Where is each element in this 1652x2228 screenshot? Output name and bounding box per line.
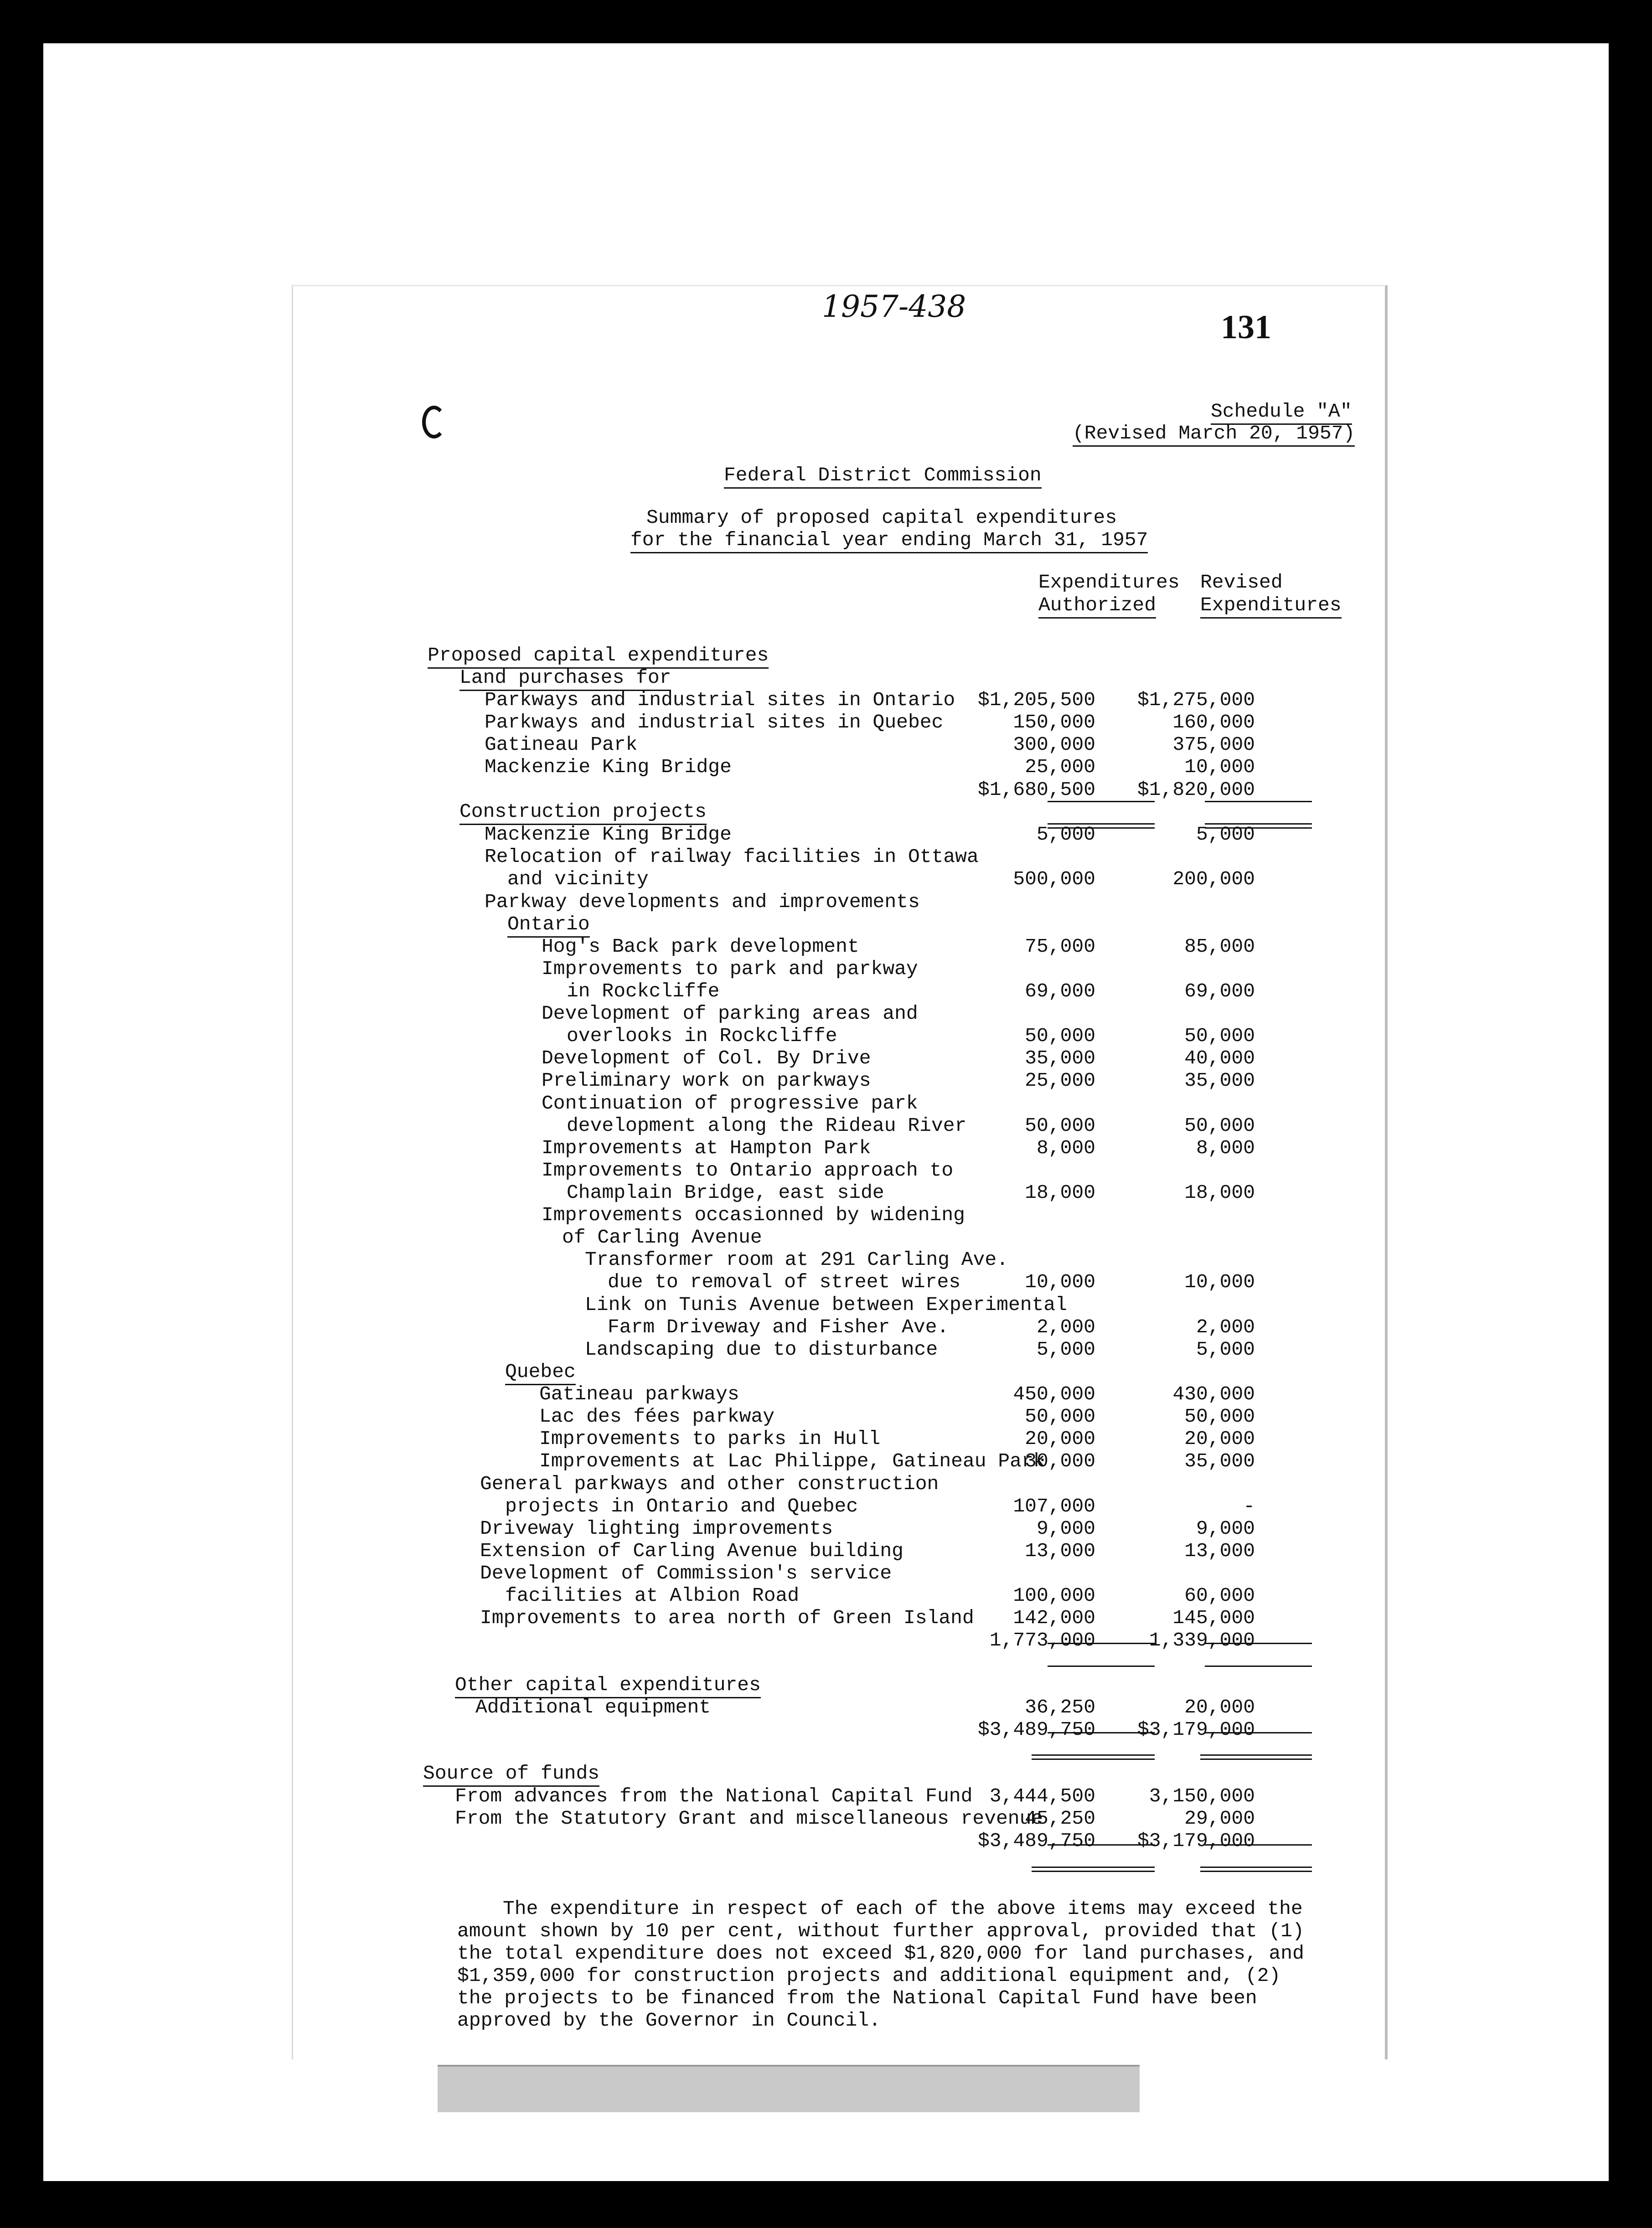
authorized-amount: 300,000: [1013, 733, 1095, 756]
authorized-amount: 5,000: [1036, 1338, 1095, 1361]
revised-amount: 20,000: [1184, 1428, 1255, 1450]
authorized-amount: 50,000: [1025, 1114, 1095, 1137]
authorized-amount: 107,000: [1013, 1495, 1095, 1517]
row-label: Additional equipment: [475, 1696, 711, 1718]
revised-amount: 40,000: [1184, 1047, 1255, 1069]
authorized-amount: 25,000: [1025, 756, 1095, 778]
authorized-amount: 9,000: [1036, 1517, 1095, 1540]
revised-amount: 430,000: [1172, 1383, 1255, 1405]
row-label: Improvements to park and parkway: [542, 958, 918, 980]
authorized-amount: 1,773,000: [989, 1629, 1095, 1651]
total-rule-land-b: [1205, 823, 1312, 829]
row-label: Mackenzie King Bridge: [485, 756, 732, 778]
row-label: Quebec: [505, 1361, 576, 1385]
column-header-revised-line2: Expenditures: [1200, 594, 1342, 619]
revised-amount: 10,000: [1184, 1271, 1255, 1293]
revised-amount: 9,000: [1196, 1517, 1255, 1540]
footnote-line: amount shown by 10 per cent, without further approval, provided that (1): [457, 1920, 1304, 1942]
row-label: Landscaping due to disturbance: [585, 1338, 938, 1361]
footnote-paragraph: [457, 1898, 1323, 2032]
footnote-line: approved by the Governor in Council.: [457, 2009, 881, 2032]
row-label: Source of funds: [423, 1762, 599, 1787]
subtotal-rule-equipment-a: [1048, 1732, 1155, 1733]
revised-amount: 60,000: [1184, 1584, 1255, 1607]
row-label: Continuation of progressive park: [542, 1092, 918, 1114]
revised-amount: 35,000: [1184, 1069, 1255, 1092]
row-label: Champlain Bridge, east side: [567, 1181, 884, 1204]
organization-name: Federal District Commission: [724, 464, 1042, 489]
row-label: overlooks in Rockcliffe: [567, 1025, 837, 1047]
revised-amount: 50,000: [1184, 1405, 1255, 1428]
revised-amount: 10,000: [1184, 756, 1255, 778]
row-label: From the Statutory Grant and miscellaneous revenue: [455, 1807, 1043, 1830]
total-rule-equipment-a: [1032, 1754, 1155, 1760]
revised-amount: 145,000: [1172, 1607, 1255, 1629]
row-label: in Rockcliffe: [567, 980, 720, 1002]
revised-amount: 200,000: [1172, 868, 1255, 890]
subtotal-rule-construction-b: [1205, 1643, 1312, 1644]
authorized-amount: 20,000: [1025, 1428, 1095, 1450]
row-label: Driveway lighting improvements: [480, 1517, 833, 1540]
authorized-amount: 35,000: [1025, 1047, 1095, 1069]
authorized-amount: 3,444,500: [989, 1785, 1095, 1807]
row-label: Gatineau parkways: [539, 1383, 739, 1405]
revised-amount: 2,000: [1196, 1316, 1255, 1338]
revised-amount: 50,000: [1184, 1025, 1255, 1047]
footnote-line: the projects to be financed from the National Capital Fund have been: [457, 1987, 1257, 2009]
authorized-amount: 142,000: [1013, 1607, 1095, 1629]
total-rule-construction-a: [1048, 1666, 1155, 1667]
row-label: Improvements at Lac Philippe, Gatineau Park: [539, 1450, 1045, 1472]
row-label: Improvements to Ontario approach to: [542, 1159, 954, 1181]
page-number: 131: [1221, 309, 1271, 346]
authorized-amount: $1,205,500: [977, 689, 1095, 711]
row-label: projects in Ontario and Quebec: [505, 1495, 858, 1517]
revised-amount: 85,000: [1184, 935, 1255, 958]
row-label: Relocation of railway facilities in Ottawa: [485, 846, 979, 868]
row-label: Improvements to parks in Hull: [539, 1428, 881, 1450]
revised-amount: $1,275,000: [1137, 689, 1255, 711]
revised-amount: 375,000: [1172, 733, 1255, 756]
row-label: development along the Rideau River: [567, 1114, 967, 1137]
authorized-amount: 2,000: [1036, 1316, 1095, 1338]
document-title-line2: for the financial year ending March 31, 1957: [630, 529, 1148, 553]
revised-amount: 8,000: [1196, 1137, 1255, 1159]
row-label: Extension of Carling Avenue building: [480, 1540, 903, 1562]
row-label: Link on Tunis Avenue between Experimental: [585, 1294, 1067, 1316]
document-page: [292, 285, 1388, 2059]
authorized-amount: 45,250: [1025, 1807, 1095, 1830]
column-header-authorized-line2: Authorized: [1038, 594, 1156, 619]
revised-amount: 50,000: [1184, 1114, 1255, 1137]
authorized-amount: 50,000: [1025, 1025, 1095, 1047]
row-label: Development of Commission's service: [480, 1562, 892, 1584]
row-label: Improvements to area north of Green Island: [480, 1607, 974, 1629]
authorized-amount: 50,000: [1025, 1405, 1095, 1428]
row-label: Ontario: [507, 913, 590, 938]
row-label: Improvements at Hampton Park: [542, 1137, 871, 1159]
authorized-amount: 8,000: [1036, 1137, 1095, 1159]
footnote-line: $1,359,000 for construction projects and additional equipment and, (2): [457, 1965, 1281, 1987]
row-label: Parkway developments and improvements: [485, 891, 920, 913]
revised-amount: 29,000: [1184, 1807, 1255, 1830]
row-label: Transformer room at 291 Carling Ave.: [585, 1248, 1008, 1271]
revised-amount: -: [1243, 1495, 1255, 1517]
subtotal-rule-funds-a: [1048, 1844, 1155, 1846]
row-label: Development of Col. By Drive: [542, 1047, 871, 1069]
authorized-amount: 69,000: [1025, 980, 1095, 1002]
footnote-line: the total expenditure does not exceed $1,820,000 for land purchases, and: [457, 1942, 1304, 1965]
total-rule-equipment-b: [1200, 1754, 1312, 1760]
revised-amount: 5,000: [1196, 1338, 1255, 1361]
row-label: Construction projects: [459, 800, 707, 825]
total-rule-construction-b: [1205, 1666, 1312, 1667]
revised-amount: 69,000: [1184, 980, 1255, 1002]
authorized-amount: 150,000: [1013, 711, 1095, 733]
row-label: Preliminary work on parkways: [542, 1069, 871, 1092]
authorized-amount: 5,000: [1036, 823, 1095, 846]
row-label: due to removal of street wires: [608, 1271, 961, 1293]
authorized-amount: $3,489,750: [977, 1718, 1095, 1741]
column-header-authorized-line1: Expenditures: [1038, 571, 1180, 593]
total-rule-funds-a: [1032, 1867, 1155, 1872]
column-header-revised-line1: Revised: [1200, 571, 1283, 593]
revised-amount: 160,000: [1172, 711, 1255, 733]
punch-hole-icon: [422, 406, 446, 438]
subtotal-rule-land-b: [1205, 801, 1312, 802]
footnote-line: The expenditure in respect of each of the above items may exceed the: [503, 1898, 1303, 1920]
row-label: From advances from the National Capital Fund: [455, 1785, 973, 1807]
authorized-amount: 75,000: [1025, 935, 1095, 958]
row-label: of Carling Avenue: [562, 1226, 762, 1248]
row-label: Proposed capital expenditures: [428, 644, 769, 669]
revised-amount: 1,339,000: [1149, 1629, 1255, 1651]
row-label: Lac des fées parkway: [539, 1405, 775, 1428]
row-label: and vicinity: [507, 868, 649, 890]
authorized-amount: 36,250: [1025, 1696, 1095, 1718]
row-label: Gatineau Park: [485, 733, 638, 756]
subtotal-rule-funds-b: [1205, 1844, 1312, 1846]
row-label: Parkways and industrial sites in Ontario: [485, 689, 955, 711]
row-label: Development of parking areas and: [542, 1002, 918, 1025]
total-rule-funds-b: [1200, 1867, 1312, 1872]
total-rule-land-a: [1048, 823, 1155, 829]
authorized-amount: 10,000: [1025, 1271, 1095, 1293]
subtotal-rule-equipment-b: [1205, 1732, 1312, 1733]
row-label: General parkways and other construction: [480, 1473, 939, 1495]
authorized-amount: 13,000: [1025, 1540, 1095, 1562]
revised-amount: 3,150,000: [1149, 1785, 1255, 1807]
authorized-amount: $3,489,750: [977, 1830, 1095, 1852]
authorized-amount: $1,680,500: [977, 779, 1095, 801]
revised-amount: 13,000: [1184, 1540, 1255, 1562]
authorized-amount: 25,000: [1025, 1069, 1095, 1092]
authorized-amount: 100,000: [1013, 1584, 1095, 1607]
film-edge-strip: [438, 2065, 1140, 2112]
revised-amount: $3,179,000: [1137, 1718, 1255, 1741]
revised-amount: 18,000: [1184, 1181, 1255, 1204]
subtotal-rule-land-a: [1048, 801, 1155, 802]
row-label: Farm Driveway and Fisher Ave.: [608, 1316, 949, 1338]
schedule-label: Schedule "A": [1211, 400, 1352, 425]
row-label: Hog's Back park development: [542, 935, 859, 958]
row-label: Improvements occasionned by widening: [542, 1204, 965, 1226]
row-label: Mackenzie King Bridge: [485, 823, 732, 846]
row-label: Land purchases for: [459, 666, 671, 691]
row-label: facilities at Albion Road: [505, 1584, 800, 1607]
revised-amount: 35,000: [1184, 1450, 1255, 1472]
authorized-amount: 30,000: [1025, 1450, 1095, 1472]
authorized-amount: 450,000: [1013, 1383, 1095, 1405]
row-label: Other capital expenditures: [455, 1674, 761, 1698]
revised-amount: 5,000: [1196, 823, 1255, 846]
document-title-line1: Summary of proposed capital expenditures: [646, 506, 1117, 529]
handwritten-reference: 1957-438: [822, 289, 966, 324]
row-label: Parkways and industrial sites in Quebec: [485, 711, 944, 733]
revised-amount: 20,000: [1184, 1696, 1255, 1718]
revised-amount: $1,820,000: [1137, 779, 1255, 801]
subtotal-rule-construction-a: [1048, 1643, 1155, 1644]
authorized-amount: 18,000: [1025, 1181, 1095, 1204]
revised-amount: $3,179,000: [1137, 1830, 1255, 1852]
authorized-amount: 500,000: [1013, 868, 1095, 890]
revision-date: (Revised March 20, 1957): [1073, 422, 1355, 447]
